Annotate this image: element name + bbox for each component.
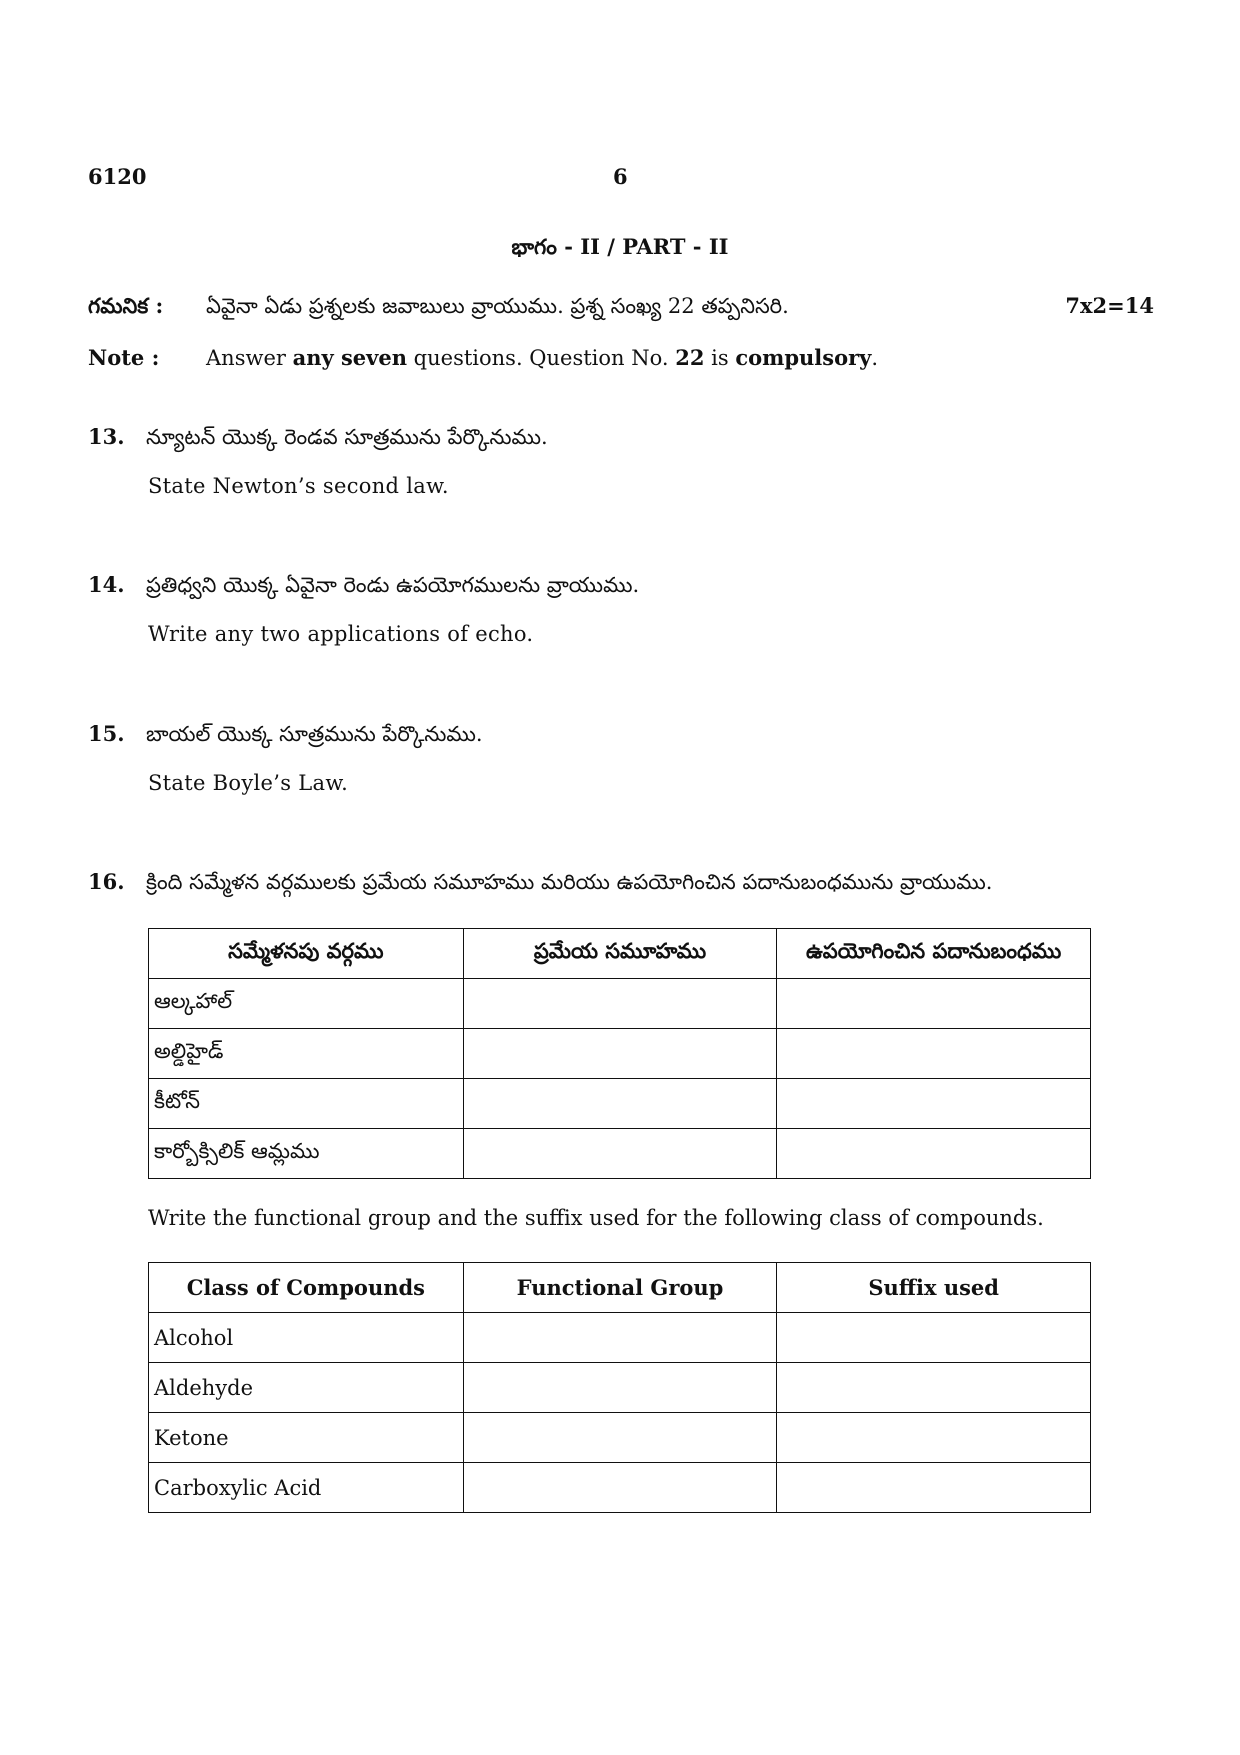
column-header: Class of Compounds [149,1263,464,1313]
part-title: భాగం - II / PART - II [511,234,729,259]
question-telugu: క్రింది సమ్మేళన వర్గములకు ప్రమేయ సమూహము మరియు ఉపయోగించిన పదానుబంధమును వ్రాయుము. [146,870,993,894]
answer-cell[interactable] [463,1029,777,1079]
question-english: State Boyle’s Law. [148,771,349,795]
question-number: 13. [88,424,125,449]
question-14 [88,572,639,603]
question-english: State Newton’s second law. [148,474,449,498]
question-number: 16. [88,869,125,894]
question-telugu: ప్రతిధ్వని యొక్క ఏవైనా రెండు ఉపయోగములను వ్రాయుము. [146,573,640,597]
question-15 [88,721,483,752]
answer-cell[interactable] [463,1413,777,1463]
answer-cell[interactable] [463,1463,777,1513]
table-header-row [149,929,1091,979]
answer-cell[interactable] [463,1363,777,1413]
column-header: Suffix used [777,1263,1091,1313]
column-header: సమ్మేళనపు వర్గము [149,929,464,979]
question-english: Write the functional group and the suffix used for the following class of compounds. [148,1206,1044,1230]
question-telugu: న్యూటన్ యొక్క రెండవ సూత్రమును పేర్కొనుము. [146,425,548,449]
note-english: Note : Answer any seven questions. Question No. 22 is compulsory. [88,345,879,370]
note-telugu-label: గమనిక : [88,293,164,318]
answer-cell[interactable] [777,1363,1091,1413]
answer-cell[interactable] [777,1079,1091,1129]
answer-cell[interactable] [777,1129,1091,1179]
question-english: Write any two applications of echo. [148,622,534,646]
answer-cell[interactable] [463,1079,777,1129]
compound-class-cell: Aldehyde [149,1363,464,1413]
table-row [149,1363,1091,1413]
compound-class-cell: అల్డిహైడ్ [149,1029,464,1079]
note-english-label: Note : [88,345,160,370]
question-number: 15. [88,721,125,746]
answer-cell[interactable] [777,979,1091,1029]
answer-cell[interactable] [463,979,777,1029]
marks-allocation: 7x2=14 [1065,293,1154,318]
answer-cell[interactable] [777,1029,1091,1079]
note-telugu-text: ఏవైనా ఏడు ప్రశ్నలకు జవాబులు వ్రాయుము. ప్రశ్న సంఖ్య 22 తప్పనిసరి. [206,294,789,318]
table-row [149,979,1091,1029]
compound-class-cell: కార్బోక్సిలిక్ ఆమ్లము [149,1129,464,1179]
table-row [149,1129,1091,1179]
compound-class-cell: కీటోన్ [149,1079,464,1129]
table-row [149,1463,1091,1513]
column-header: ప్రమేయ సమూహము [463,929,777,979]
answer-cell[interactable] [777,1413,1091,1463]
answer-cell[interactable] [463,1313,777,1363]
paper-code: 6120 [88,164,147,189]
question-number: 14. [88,572,125,597]
table-row [149,1413,1091,1463]
column-header: ఉపయోగించిన పదానుబంధము [777,929,1091,979]
table-row [149,1313,1091,1363]
answer-cell[interactable] [777,1463,1091,1513]
compound-class-cell: Carboxylic Acid [149,1463,464,1513]
note-telugu [88,293,789,324]
answer-cell[interactable] [463,1129,777,1179]
table-row [149,1079,1091,1129]
table-row [149,1029,1091,1079]
answer-cell[interactable] [777,1313,1091,1363]
compound-class-cell: ఆల్కహాల్ [149,979,464,1029]
english-compounds-table [148,1262,1091,1513]
column-header: Functional Group [463,1263,777,1313]
question-16 [88,869,992,900]
question-telugu: బాయల్ యొక్క సూత్రమును పేర్కొనుము. [146,722,483,746]
question-13 [88,424,548,455]
compound-class-cell: Ketone [149,1413,464,1463]
compound-class-cell: Alcohol [149,1313,464,1363]
telugu-compounds-table [148,928,1091,1179]
table-header-row [149,1263,1091,1313]
page-number: 6 [613,164,628,189]
